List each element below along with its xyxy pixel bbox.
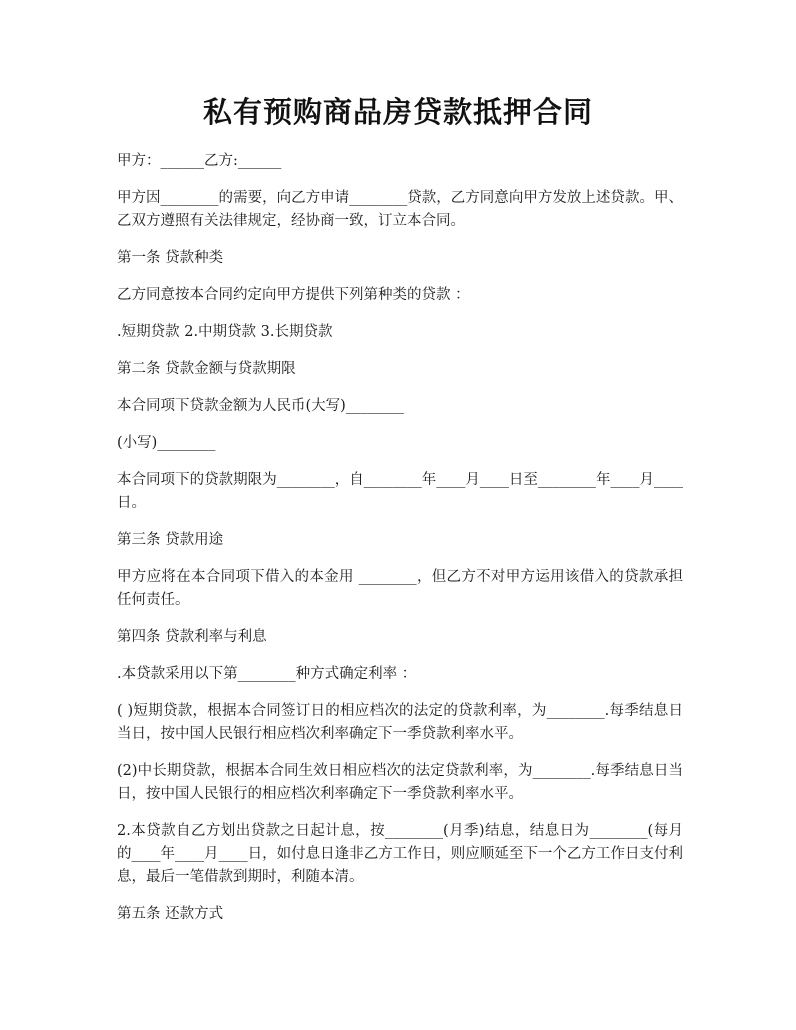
loan-types-list: .短期贷款 2.中期贷款 3.长期贷款 — [117, 324, 333, 340]
loan-purpose-paragraph: 甲方应将在本合同项下借入的本金用 ________，但乙方不对甲方运用该借入的贷款承担任何责任。 — [117, 569, 683, 608]
long-term-rate-paragraph: (2)中长期贷款，根据本合同生效日相应档次的法定贷款利率，为________.每季结息日当日，按中国人民银行的相应档次利率确定下一季贷款利率水平。 — [117, 763, 683, 802]
preamble-paragraph: 甲方因________的需要，向乙方申请________贷款，乙方同意向甲方发放上述贷款。甲、乙双方遵照有关法律规定，经协商一致，订立本合同。 — [117, 190, 683, 229]
article-3-heading: 第三条 贷款用途 — [117, 532, 224, 548]
short-term-rate-paragraph: ( )短期贷款，根据本合同签订日的相应档次的法定的贷款利率，为________.每季结息日当日，按中国人民银行相应档次利率确定下一季贷款利率水平。 — [117, 703, 683, 742]
interest-settlement-paragraph: 2.本贷款自乙方划出贷款之日起计息，按________(月季)结息，结息日为________(每月的____年____月____日，如付息日逢非乙方工作日，则应顺延至下一个乙方工作日支付利息，最后一笔借款到期时，利随本清。 — [117, 823, 683, 885]
article-4-heading: 第四条 贷款利率与利息 — [117, 629, 267, 645]
document-title: 私有预购商品房贷款抵押合同 — [202, 95, 593, 129]
loan-amount-lowercase: (小写)________ — [117, 435, 216, 451]
article-5-heading: 第五条 还款方式 — [117, 906, 224, 922]
article-1-paragraph: 乙方同意按本合同约定向甲方提供下列第种类的贷款 ： — [117, 287, 470, 303]
loan-term-paragraph: 本合同项下的贷款期限为________，自________年____月____日至________年____月____日。 — [117, 472, 683, 511]
interest-method-paragraph: .本贷款采用以下第________种方式确定利率 ： — [117, 666, 417, 682]
document-body — [117, 150, 683, 940]
article-1-heading: 第一条 贷款种类 — [117, 250, 224, 266]
loan-amount-uppercase: 本合同项下贷款金额为人民币(大写)________ — [117, 398, 404, 414]
parties-line: 甲方：______乙方:______ — [117, 153, 282, 169]
article-2-heading: 第二条 贷款金额与贷款期限 — [117, 361, 296, 377]
